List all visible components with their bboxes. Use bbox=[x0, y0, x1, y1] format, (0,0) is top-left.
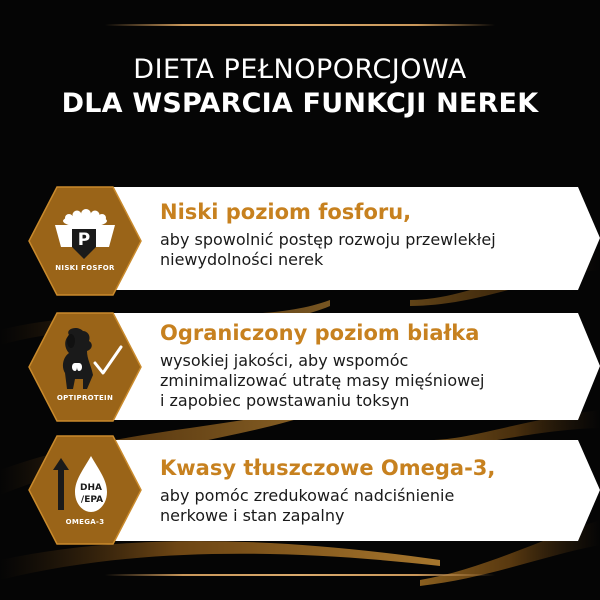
headline-line-1: DIETA PEŁNOPORCJOWA bbox=[133, 54, 467, 85]
drop-text-dha: DHA bbox=[80, 483, 102, 493]
badge-optiprotein bbox=[25, 307, 145, 427]
badge-omega-3-label: OMEGA-3 bbox=[65, 518, 105, 526]
badge-omega-3 bbox=[25, 430, 145, 550]
badge-optiprotein-label: OPTIPROTEIN bbox=[56, 394, 114, 402]
benefit-2-body-line-2: zminimalizować utratę masy mięśniowej bbox=[160, 371, 485, 390]
benefit-1-body-line-1: aby spowolnić postęp rozwoju przewlekłej bbox=[160, 230, 496, 249]
benefit-3-text bbox=[160, 455, 580, 526]
benefit-3-body-line-1: aby pomóc zredukować nadciśnienie bbox=[160, 486, 455, 505]
headline-line-2: DLA WSPARCIA FUNKCJI NEREK bbox=[61, 88, 539, 119]
bowl-phosphorus-icon bbox=[25, 181, 145, 301]
benefit-2-heading: Ograniczony poziom białka bbox=[160, 321, 480, 345]
badge-niski-fosfor bbox=[25, 181, 145, 301]
dha-epa-drop-icon bbox=[25, 430, 145, 550]
benefit-1-body-line-2: niewydolności nerek bbox=[160, 250, 324, 269]
benefit-1-text bbox=[160, 199, 580, 270]
benefit-3-body-line-2: nerkowe i stan zapalny bbox=[160, 506, 345, 525]
benefit-2-text bbox=[160, 320, 580, 411]
svg-text:P: P bbox=[77, 230, 91, 250]
bottom-gold-divider bbox=[105, 574, 495, 576]
benefit-1-heading: Niski poziom fosforu, bbox=[160, 200, 412, 224]
benefit-3-heading: Kwasy tłuszczowe Omega-3, bbox=[160, 456, 496, 480]
drop-text-epa: /EPA bbox=[80, 495, 104, 505]
puppy-kidney-check-icon bbox=[25, 307, 145, 427]
benefit-2-body-line-3: i zapobiec powstawaniu toksyn bbox=[160, 391, 410, 410]
badge-niski-fosfor-label: NISKI FOSFOR bbox=[55, 264, 115, 272]
benefit-2-body-line-1: wysokiej jakości, aby wspomóc bbox=[160, 351, 409, 370]
